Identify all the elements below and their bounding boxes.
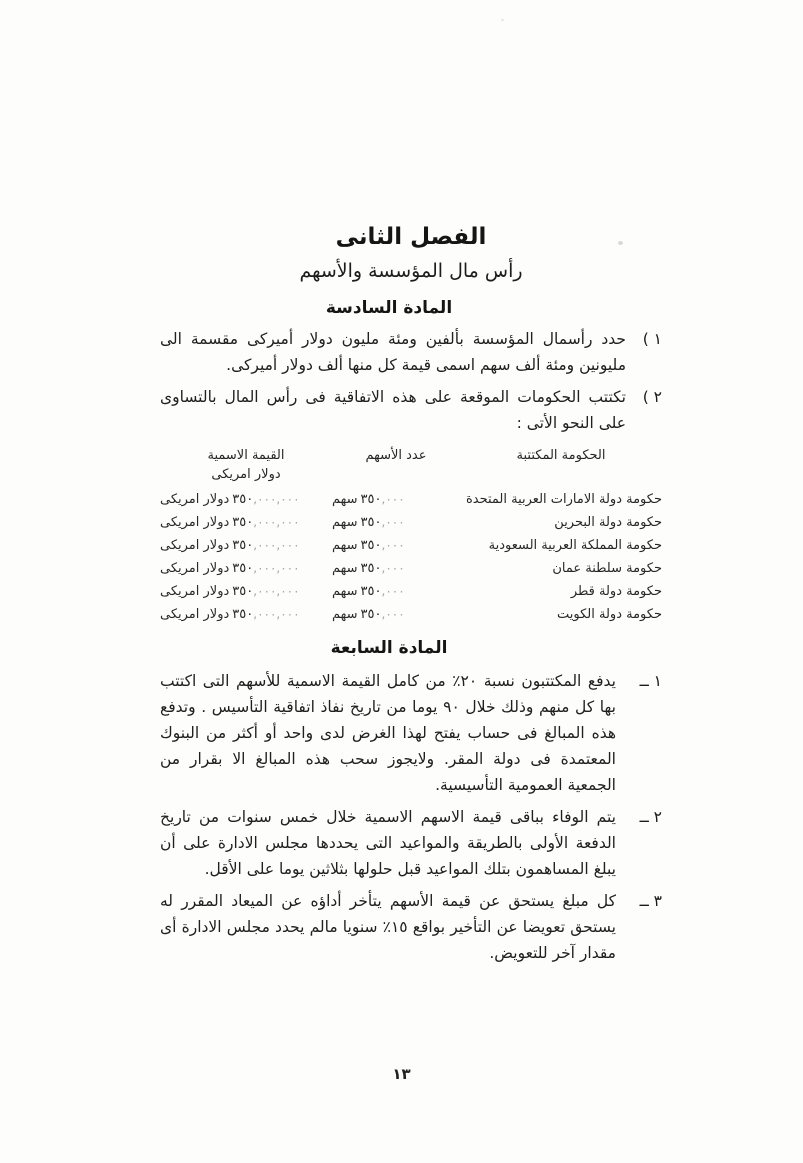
chapter-title: الفصل الثانى (335, 224, 487, 250)
clause-text: كل مبلغ يستحق عن قيمة الأسهم يتأخر أداؤه عن الميعاد المقرر له يستحق تعويضا عن التأخير بواقع ١٥٪ سنويا مالم يحدد مجلس الادارة أى مقدار آخر للتعويض. (160, 892, 616, 962)
currency-label: دولار امريكى (160, 607, 230, 622)
share-count-cell (332, 580, 460, 603)
value-number: ٣٥٠ (232, 561, 254, 576)
nominal-value-cell (160, 603, 332, 626)
value-zeros: ,٠٠٠,٠٠٠ (253, 492, 300, 506)
government-name: حكومة المملكة العربية السعودية (488, 538, 662, 553)
government-name: حكومة سلطنة عمان (552, 561, 662, 576)
article7-heading: المادة السابعة (330, 638, 448, 658)
article6-heading: المادة السادسة (325, 298, 453, 318)
share-count-cell (332, 557, 460, 580)
currency-label: دولار امريكى (160, 561, 230, 576)
table-subheader-row (160, 466, 662, 484)
share-number: ٣٥٠ (360, 515, 382, 530)
share-zeros: ,٠٠٠ (381, 584, 405, 598)
share-number: ٣٥٠ (360, 561, 382, 576)
article7-clause-2 (160, 804, 662, 882)
article7-clause-1 (160, 668, 662, 798)
share-unit: سهم (332, 607, 358, 622)
value-zeros: ,٠٠٠,٠٠٠ (253, 584, 300, 598)
government-name: حكومة دولة الامارات العربية المتحدة (465, 492, 662, 507)
clause-number: ٢ ) (642, 388, 662, 406)
share-number: ٣٥٠ (360, 492, 382, 507)
clause-text: حدد رأسمال المؤسسة بألفين ومئة مليون دولار أميركى مقسمة الى مليونين ومئة ألف سهم اسمى قيمة كل منها ألف دولار أميركى. (160, 330, 626, 374)
nominal-value-cell (160, 534, 332, 557)
header-subscribing-government: الحكومة المكتتبة (516, 448, 606, 463)
clause-number: ١ ــ (639, 672, 662, 690)
share-zeros: ,٠٠٠ (381, 492, 405, 506)
page-content (160, 222, 662, 966)
clause-number: ٢ ــ (639, 808, 662, 826)
share-number: ٣٥٠ (360, 584, 382, 599)
share-unit: سهم (332, 515, 358, 530)
clause-text: يدفع المكتتبون نسبة ٢٠٪ من كامل القيمة الاسمية للأسهم التى اكتتب بها كل منهم وذلك خلال ٩٠ يوما من تاريخ نفاذ اتفاقية التأسيس . وتدفع هذه المبالغ فى حساب يفتح لهذا الغرض لدى واحد أو أكثر من البنوك المعتمدة فى دولة المقر. ولايجوز سحب هذه المبالغ الا بقرار من الجمعية العمومية التأسيسية. (160, 672, 617, 794)
table-row (160, 557, 662, 580)
article6-body (160, 326, 662, 436)
value-number: ٣٥٠ (232, 607, 254, 622)
table-row (160, 603, 662, 626)
share-number: ٣٥٠ (360, 538, 382, 553)
table-row (160, 534, 662, 557)
table-row (160, 511, 662, 534)
subscription-table (160, 446, 662, 626)
currency-label: دولار امريكى (160, 538, 230, 553)
share-zeros: ,٠٠٠ (381, 561, 405, 575)
clause-text: تكتتب الحكومات الموقعة على هذه الاتفاقية فى رأس المال بالتساوى على النحو الأتى : (160, 388, 626, 432)
government-name: حكومة دولة الكويت (557, 607, 662, 622)
value-zeros: ,٠٠٠,٠٠٠ (253, 561, 300, 575)
share-count-cell (332, 534, 460, 557)
scan-speck (501, 19, 504, 21)
value-number: ٣٥٠ (232, 538, 254, 553)
government-name: حكومة دولة البحرين (554, 515, 662, 530)
nominal-value-cell (160, 488, 332, 511)
currency-label: دولار امريكى (160, 492, 230, 507)
article7-clause-3 (160, 888, 662, 966)
article7-body (160, 668, 662, 966)
article6-clause-1 (160, 326, 662, 378)
header-currency-unit: دولار امريكى (211, 467, 281, 482)
share-zeros: ,٠٠٠ (381, 515, 405, 529)
article6-clause-2 (160, 384, 662, 436)
nominal-value-cell (160, 557, 332, 580)
share-number: ٣٥٠ (360, 607, 382, 622)
share-zeros: ,٠٠٠ (381, 607, 405, 621)
share-count-cell (332, 488, 460, 511)
share-unit: سهم (332, 492, 358, 507)
nominal-value-cell (160, 580, 332, 603)
share-count-cell (332, 511, 460, 534)
share-unit: سهم (332, 584, 358, 599)
value-zeros: ,٠٠٠,٠٠٠ (253, 607, 300, 621)
nominal-value-cell (160, 511, 332, 534)
chapter-subtitle: رأس مال المؤسسة والأسهم (299, 260, 523, 282)
value-zeros: ,٠٠٠,٠٠٠ (253, 538, 300, 552)
table-header-row (160, 446, 662, 466)
value-number: ٣٥٠ (232, 515, 254, 530)
currency-label: دولار امريكى (160, 584, 230, 599)
share-count-cell (332, 603, 460, 626)
government-name: حكومة دولة قطر (570, 584, 662, 599)
share-unit: سهم (332, 561, 358, 576)
currency-label: دولار امريكى (160, 515, 230, 530)
share-unit: سهم (332, 538, 358, 553)
share-zeros: ,٠٠٠ (381, 538, 405, 552)
table-row (160, 488, 662, 511)
value-zeros: ,٠٠٠,٠٠٠ (253, 515, 300, 529)
page-number: ١٣ (392, 1065, 411, 1083)
header-nominal-value: القيمة الاسمية (207, 448, 285, 463)
clause-number: ٣ ــ (639, 892, 662, 910)
clause-number: ١ ) (642, 330, 662, 348)
table-row (160, 580, 662, 603)
value-number: ٣٥٠ (232, 492, 254, 507)
value-number: ٣٥٠ (232, 584, 254, 599)
clause-text: يتم الوفاء بباقى قيمة الاسهم الاسمية خلال خمس سنوات من تاريخ الدفعة الأولى بالطريقة والمواعيد التى يحددها مجلس الادارة على أن يبلغ المساهمون بتلك المواعيد قبل حلولها بثلاثين يوما على الأقل. (160, 808, 616, 878)
header-share-count: عدد الأسهم (365, 448, 427, 463)
